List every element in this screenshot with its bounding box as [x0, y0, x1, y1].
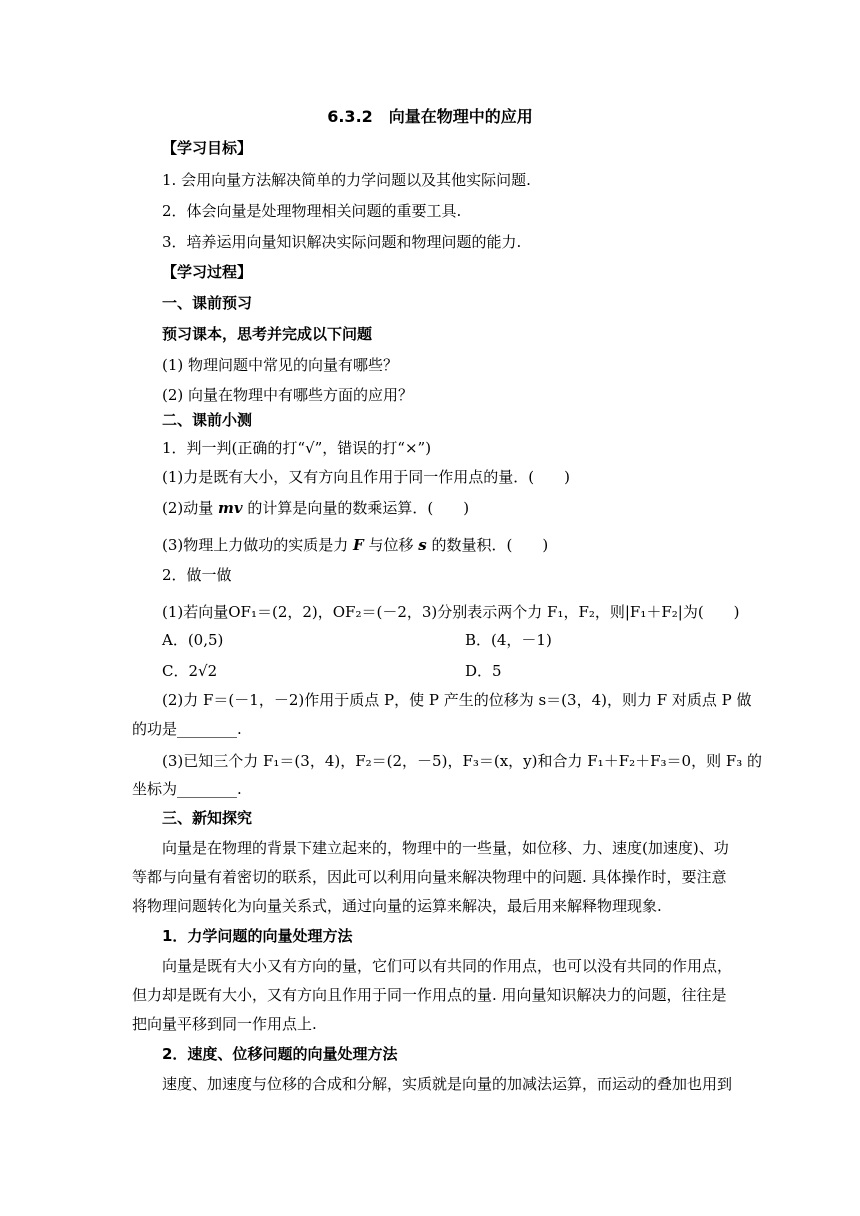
- paragraph-line: 但力却是既有大小，又有方向且作用于同一作用点的量. 用向量知识解决力的问题，往往是: [132, 986, 727, 1004]
- option-b: B．(4，－1): [465, 631, 552, 649]
- exercise-question: 坐标为________.: [132, 780, 242, 798]
- exercise-question: (3)已知三个力 F₁＝(3，4)，F₂＝(2，－5)，F₃＝(x，y)和合力 F₁＋F₂＋F₃＝0，则 F₃ 的: [162, 752, 763, 770]
- subsection-heading: 1．力学问题的向量处理方法: [162, 927, 353, 945]
- section-heading: 三、新知探究: [162, 809, 253, 827]
- option-a: A．(0,5): [162, 631, 224, 649]
- paragraph-line: 把向量平移到同一作用点上.: [132, 1015, 317, 1033]
- judge-item: [162, 535, 548, 555]
- judge-text: (2)动量: [162, 499, 214, 517]
- question: (2) 向量在物理中有哪些方面的应用？: [162, 386, 414, 404]
- page-title: 6.3.2 向量在物理中的应用: [327, 107, 533, 126]
- preview-subheading: 预习课本，思考并完成以下问题: [162, 325, 373, 343]
- process-heading: 【学习过程】: [162, 263, 253, 281]
- momentum-variable: mv: [218, 499, 243, 517]
- exercise-question: 的功是________.: [132, 720, 242, 738]
- judge-text: (3)物理上力做功的实质是力: [162, 536, 349, 554]
- paragraph-line: 向量是在物理的背景下建立起来的，物理中的一些量，如位移、力、速度(加速度)、功: [162, 839, 729, 857]
- goal-item: 2．体会向量是处理物理相关问题的重要工具.: [162, 202, 462, 220]
- judge-item: [162, 498, 469, 518]
- section-heading: 二、课前小测: [162, 411, 253, 429]
- paragraph-line: 将物理问题转化为向量关系式，通过向量的运算来解决，最后用来解释物理现象.: [132, 897, 662, 915]
- judge-text: 的数量积．( ): [431, 536, 549, 554]
- judge-text: 的计算是向量的数乘运算．( ): [247, 499, 470, 517]
- goal-item: 1. 会用向量方法解决简单的力学问题以及其他实际问题.: [162, 171, 531, 189]
- do-title: 2．做一做: [162, 566, 232, 584]
- goal-item: 3．培养运用向量知识解决实际问题和物理问题的能力.: [162, 233, 522, 251]
- option-d: D．5: [465, 662, 502, 680]
- goals-heading: 【学习目标】: [162, 139, 253, 157]
- force-variable: F: [353, 536, 364, 554]
- judge-text: 与位移: [368, 536, 414, 554]
- option-c: C．2√2: [162, 662, 218, 680]
- paragraph-line: 速度、加速度与位移的合成和分解，实质就是向量的加减法运算，而运动的叠加也用到: [162, 1075, 733, 1093]
- section-heading: 一、课前预习: [162, 294, 253, 312]
- paragraph-line: 等都与向量有着密切的联系，因此可以利用向量来解决物理中的问题. 具体操作时，要注意: [132, 868, 727, 886]
- paragraph-line: 向量是既有大小又有方向的量，它们可以有共同的作用点，也可以没有共同的作用点，: [162, 957, 733, 975]
- subsection-heading: 2．速度、位移问题的向量处理方法: [162, 1045, 398, 1063]
- question: (1) 物理问题中常见的向量有哪些？: [162, 356, 399, 374]
- exercise-question: (1)若向量OF₁＝(2，2)，OF₂＝(－2，3)分别表示两个力 F₁，F₂，则|F₁＋F₂|为( ): [162, 603, 740, 621]
- displacement-variable: s: [418, 536, 427, 554]
- judge-item: (1)力是既有大小，又有方向且作用于同一作用点的量．( ): [162, 468, 570, 486]
- judge-title: 1．判一判(正确的打“√”，错误的打“×”): [162, 439, 432, 457]
- exercise-question: (2)力 F＝(－1，－2)作用于质点 P，使 P 产生的位移为 s＝(3，4)，则力 F 对质点 P 做: [162, 691, 752, 709]
